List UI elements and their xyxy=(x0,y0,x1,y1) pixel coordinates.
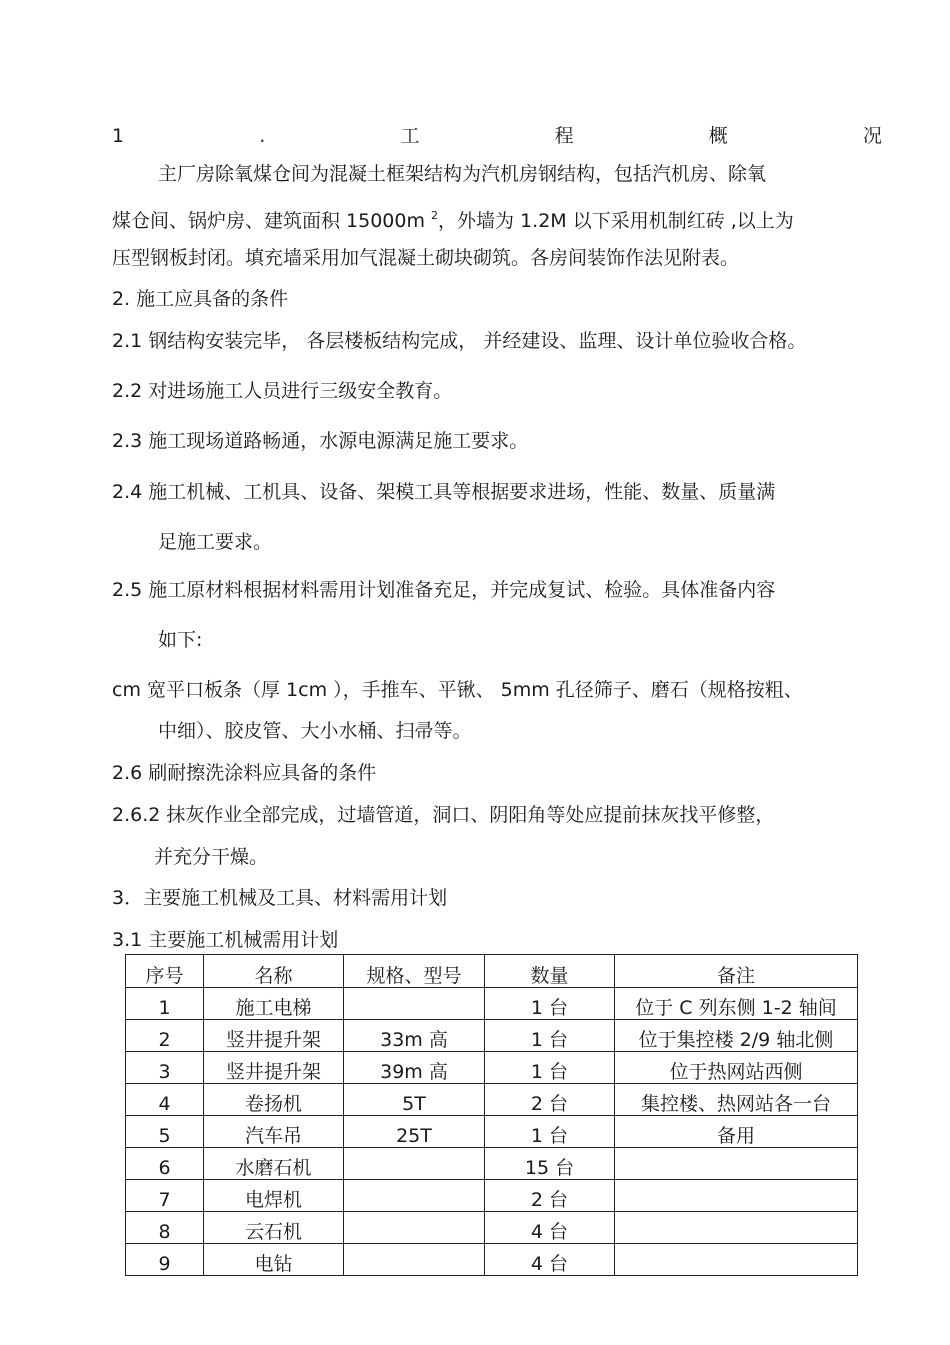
cell-remark xyxy=(615,1212,858,1244)
heading-char: 况 xyxy=(862,125,882,147)
cell-quantity: 2 台 xyxy=(485,1084,615,1116)
cell-name: 电钻 xyxy=(204,1244,344,1276)
cell-spec: 39m 高 xyxy=(344,1052,485,1084)
cell-spec xyxy=(344,1244,485,1276)
item-2-6-2-line-2: 并充分干燥。 xyxy=(154,846,269,868)
cell-name: 电焊机 xyxy=(204,1180,344,1212)
cell-quantity: 1 台 xyxy=(485,988,615,1020)
cell-index: 7 xyxy=(126,1180,204,1212)
cell-index: 6 xyxy=(126,1148,204,1180)
cell-spec xyxy=(344,1148,485,1180)
section-2-heading: 2. 施工应具备的条件 xyxy=(112,288,289,310)
overview-paragraph-line-3: 压型钢板封闭。填充墙采用加气混凝土砌块砌筑。各房间装饰作法见附表。 xyxy=(112,247,740,269)
cell-quantity: 1 台 xyxy=(485,1116,615,1148)
cell-name: 竖井提升架 xyxy=(204,1020,344,1052)
cell-remark: 位于 C 列东侧 1-2 轴间 xyxy=(615,988,858,1020)
table-row xyxy=(126,1148,858,1180)
superscript-2: 2 xyxy=(431,209,439,222)
cell-index: 5 xyxy=(126,1116,204,1148)
cell-index: 4 xyxy=(126,1084,204,1116)
cell-name: 施工电梯 xyxy=(204,988,344,1020)
cell-remark: 位于集控楼 2/9 轴北侧 xyxy=(615,1020,858,1052)
section-3-1-heading: 3.1 主要施工机械需用计划 xyxy=(112,929,339,951)
table-row xyxy=(126,1244,858,1276)
wall-text: ，外墙为 1.2M 以下采用机制红砖 ,以上为 xyxy=(438,210,794,232)
cell-spec: 33m 高 xyxy=(344,1020,485,1052)
cell-remark: 位于热网站西侧 xyxy=(615,1052,858,1084)
cell-spec: 5T xyxy=(344,1084,485,1116)
item-2-4-line-1: 2.4 施工机械、工机具、设备、架模工具等根据要求进场，性能、数量、质量满 xyxy=(112,481,776,503)
cell-spec: 25T xyxy=(344,1116,485,1148)
item-2-5-line-1: 2.5 施工原材料根据材料需用计划准备充足，并完成复试、检验。具体准备内容 xyxy=(112,579,776,601)
header-name: 名称 xyxy=(204,955,344,988)
cell-index: 9 xyxy=(126,1244,204,1276)
cell-index: 1 xyxy=(126,988,204,1020)
table-header-row xyxy=(126,955,858,988)
item-2-5-line-2: 如下: xyxy=(158,629,203,651)
table-row xyxy=(126,1212,858,1244)
table-row xyxy=(126,1180,858,1212)
cell-index: 3 xyxy=(126,1052,204,1084)
header-spec: 规格、型号 xyxy=(344,955,485,988)
area-text: 煤仓间、锅炉房、建筑面积 15000m xyxy=(112,210,432,232)
table-row xyxy=(126,1052,858,1084)
overview-paragraph-line-2 xyxy=(112,204,794,233)
header-index: 序号 xyxy=(126,955,204,988)
table-row xyxy=(126,1116,858,1148)
cell-remark xyxy=(615,1244,858,1276)
cell-remark: 集控楼、热网站各一台 xyxy=(615,1084,858,1116)
heading-char: 1 xyxy=(112,125,125,147)
cell-spec xyxy=(344,1212,485,1244)
cell-name: 云石机 xyxy=(204,1212,344,1244)
table-row xyxy=(126,1084,858,1116)
cell-spec xyxy=(344,1180,485,1212)
table-row xyxy=(126,1020,858,1052)
cell-quantity: 4 台 xyxy=(485,1244,615,1276)
cell-name: 汽车吊 xyxy=(204,1116,344,1148)
cell-name: 竖井提升架 xyxy=(204,1052,344,1084)
cell-remark: 备用 xyxy=(615,1116,858,1148)
cell-quantity: 1 台 xyxy=(485,1052,615,1084)
cell-quantity: 4 台 xyxy=(485,1212,615,1244)
cell-spec xyxy=(344,988,485,1020)
item-2-6: 2.6 刷耐擦洗涂料应具备的条件 xyxy=(112,762,377,784)
section-1-heading xyxy=(112,124,882,148)
cell-remark xyxy=(615,1148,858,1180)
heading-char: 概 xyxy=(708,125,728,147)
cell-name: 水磨石机 xyxy=(204,1148,344,1180)
tools-line-2: 中细）、胶皮管、大小水桶、扫帚等。 xyxy=(158,720,472,742)
item-2-2: 2.2 对进场施工人员进行三级安全教育。 xyxy=(112,380,453,402)
item-2-1: 2.1 钢结构安装完毕， 各层楼板结构完成， 并经建设、监理、设计单位验收合格。 xyxy=(112,330,807,352)
heading-char: 程 xyxy=(554,125,574,147)
table-row xyxy=(126,988,858,1020)
header-remark: 备注 xyxy=(615,955,858,988)
machinery-plan-table xyxy=(125,954,858,1276)
cell-quantity: 15 台 xyxy=(485,1148,615,1180)
tools-line-1: cm 宽平口板条（厚 1cm ），手推车、平锹、 5mm 孔径筛子、磨石（规格按粗、 xyxy=(112,679,803,701)
cell-index: 8 xyxy=(126,1212,204,1244)
cell-index: 2 xyxy=(126,1020,204,1052)
item-2-3: 2.3 施工现场道路畅通，水源电源满足施工要求。 xyxy=(112,430,529,452)
section-3-heading: 3．主要施工机械及工具、材料需用计划 xyxy=(112,887,448,909)
item-2-4-line-2: 足施工要求。 xyxy=(158,531,273,553)
overview-paragraph-line-1: 主厂房除氧煤仓间为混凝土框架结构为汽机房钢结构，包括汽机房、除氧 xyxy=(158,163,767,185)
header-quantity: 数量 xyxy=(485,955,615,988)
heading-char: . xyxy=(259,125,266,147)
cell-quantity: 2 台 xyxy=(485,1180,615,1212)
item-2-6-2-line-1: 2.6.2 抹灰作业全部完成，过墙管道，洞口、阴阳角等处应提前抹灰找平修整， xyxy=(112,804,775,826)
cell-name: 卷扬机 xyxy=(204,1084,344,1116)
cell-quantity: 1 台 xyxy=(485,1020,615,1052)
cell-remark xyxy=(615,1180,858,1212)
heading-char: 工 xyxy=(400,125,420,147)
